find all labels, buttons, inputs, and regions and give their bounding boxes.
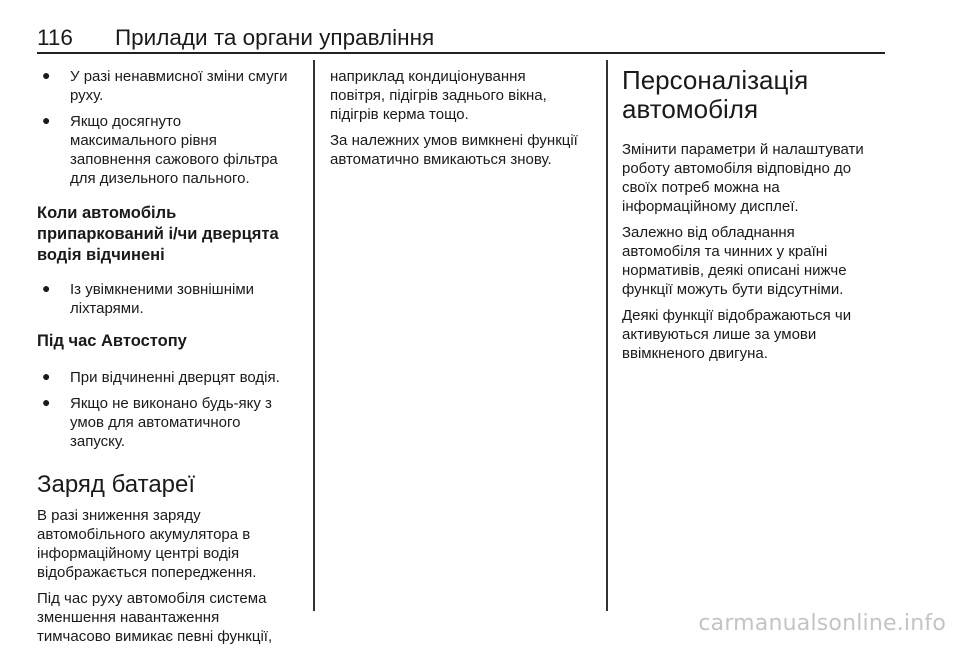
text-line: Коли автомобіль (37, 204, 177, 222)
bullet-item (37, 112, 305, 188)
text-line: повітря, підігрів заднього вікна, (330, 87, 547, 104)
bullet-list-parked (37, 280, 305, 318)
column-divider-1 (313, 60, 315, 611)
text-line: своїх потреб можна на (622, 179, 780, 196)
bullet-dot-icon: ● (42, 394, 51, 410)
text-line: зменшення навантаження (37, 609, 220, 626)
text-line: тимчасово вимикає певні функції, (37, 628, 273, 645)
column-3 (622, 67, 897, 370)
text-line: водія відчинені (37, 246, 165, 264)
text-line: За належних умов вимкнені функції (330, 132, 578, 149)
bullet-text-line: Із увімкненими зовнішніми (70, 281, 255, 298)
column-divider-2 (606, 60, 608, 611)
text-line: Залежно від обладнання (622, 224, 795, 241)
bullet-text-line: При відчиненні дверцят водія. (70, 369, 280, 386)
column-1 (37, 67, 305, 653)
paragraph (622, 140, 897, 216)
bullet-dot-icon: ● (42, 67, 51, 83)
text-line: активуються лише за умови (622, 326, 817, 343)
text-line: припаркований і/чи дверцята (37, 225, 279, 243)
text-line: нормативів, деякі описані нижче (622, 262, 847, 279)
text-line: автомобіля (622, 94, 759, 124)
text-line: Персоналізація (622, 65, 809, 95)
bullet-list-autostop (37, 368, 305, 451)
bullet-text-line: У разі ненавмисної зміни смуги (70, 68, 288, 85)
paragraph (330, 67, 598, 124)
text-line: ввімкненого двигуна. (622, 345, 768, 362)
bullet-item (37, 394, 305, 451)
bullet-item (37, 280, 305, 318)
text-line: роботу автомобіля відповідно до (622, 160, 852, 177)
text-line: підігрів керма тощо. (330, 106, 469, 123)
bullet-dot-icon: ● (42, 112, 51, 128)
bullet-text-line: руху. (70, 87, 104, 104)
watermark: carmanualsonline.info (698, 611, 946, 636)
text-line: Під час руху автомобіля система (37, 590, 267, 607)
heading-autostop: Під час Автостопу (37, 332, 187, 350)
bullet-text-line: для дизельного пального. (70, 170, 250, 187)
bullet-text-line: максимального рівня (70, 132, 217, 149)
text-line: наприклад кондиціонування (330, 68, 526, 85)
column-2 (330, 67, 598, 176)
page-number: 116 (37, 25, 73, 50)
paragraph (37, 589, 305, 646)
bullet-text-line: умов для автоматичного (70, 414, 241, 431)
bullet-text-line: Якщо досягнуто (70, 113, 182, 130)
text-line: відображається попередження. (37, 564, 257, 581)
text-line: Деякі функції відображаються чи (622, 307, 852, 324)
text-line: автомобіля та чинних у країні (622, 243, 828, 260)
text-line: автомобільного акумулятора в (37, 526, 251, 543)
bullet-text-line: запуску. (70, 433, 126, 450)
bullet-text-line: ліхтарями. (70, 300, 144, 317)
text-line: Змінити параметри й налаштувати (622, 141, 864, 158)
bullet-text-line: заповнення сажового фільтра (70, 151, 278, 168)
text-line: інформаційному дисплеї. (622, 198, 799, 215)
text-line: В разі зниження заряду (37, 507, 201, 524)
paragraph (330, 131, 598, 169)
heading-parked (37, 203, 305, 266)
text-line: автоматично вмикаються знову. (330, 151, 552, 168)
section-title-personalization (622, 66, 897, 124)
paragraph (622, 306, 897, 363)
bullet-dot-icon: ● (42, 280, 51, 296)
bullet-dot-icon: ● (42, 368, 51, 384)
text-line: функції можуть бути відсутніми. (622, 281, 844, 298)
header-rule (37, 52, 885, 54)
page-header (37, 26, 885, 50)
text-line: інформаційному центрі водія (37, 545, 240, 562)
paragraph (622, 223, 897, 299)
bullet-item (37, 67, 305, 105)
bullet-item (37, 368, 305, 387)
bullet-text-line: Якщо не виконано будь-яку з (70, 395, 272, 412)
bullet-list-top (37, 67, 305, 188)
page-title: Прилади та органи управління (115, 25, 435, 50)
section-title-battery: Заряд батареї (37, 471, 196, 498)
paragraph (37, 506, 305, 582)
